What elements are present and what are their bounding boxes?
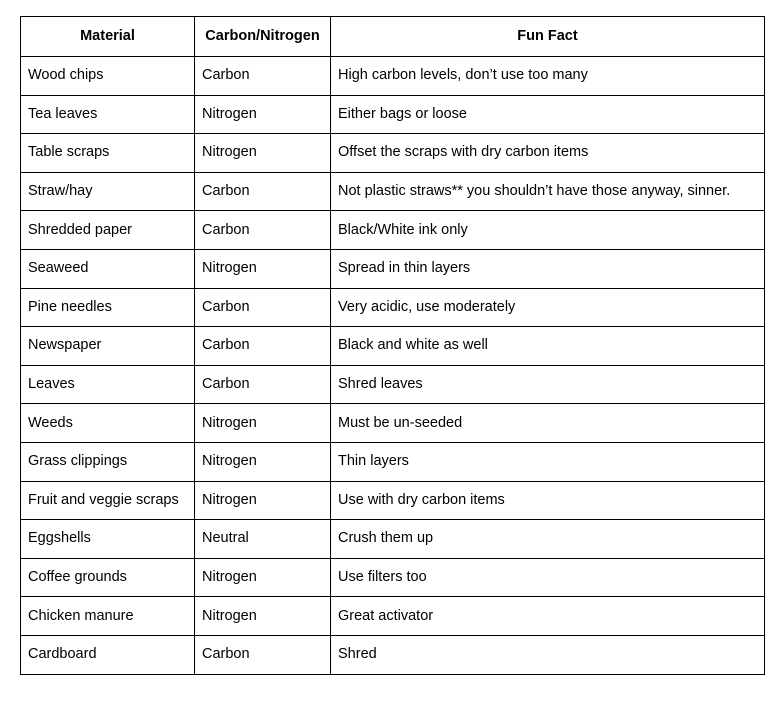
cell-fun-fact: Use with dry carbon items (331, 481, 765, 520)
cell-material: Shredded paper (21, 211, 195, 250)
table-row (21, 404, 765, 443)
cell-carbon-nitrogen: Nitrogen (195, 134, 331, 173)
cell-fun-fact: Black and white as well (331, 327, 765, 366)
compost-materials-table-container (20, 16, 765, 675)
cell-carbon-nitrogen: Nitrogen (195, 481, 331, 520)
cell-carbon-nitrogen: Nitrogen (195, 442, 331, 481)
cell-fun-fact: Either bags or loose (331, 95, 765, 134)
table-row (21, 597, 765, 636)
table-row (21, 365, 765, 404)
cell-material: Wood chips (21, 57, 195, 96)
cell-carbon-nitrogen: Carbon (195, 57, 331, 96)
cell-fun-fact: Very acidic, use moderately (331, 288, 765, 327)
cell-material: Weeds (21, 404, 195, 443)
header-material: Material (21, 17, 195, 57)
cell-fun-fact: Crush them up (331, 520, 765, 559)
cell-carbon-nitrogen: Carbon (195, 288, 331, 327)
cell-fun-fact: Black/White ink only (331, 211, 765, 250)
table-row (21, 172, 765, 211)
cell-fun-fact: Spread in thin layers (331, 249, 765, 288)
cell-material: Seaweed (21, 249, 195, 288)
table-row (21, 211, 765, 250)
table-row (21, 327, 765, 366)
table-row (21, 635, 765, 674)
cell-material: Leaves (21, 365, 195, 404)
cell-fun-fact: Shred leaves (331, 365, 765, 404)
cell-carbon-nitrogen: Carbon (195, 327, 331, 366)
table-header-row (21, 17, 765, 57)
cell-material: Coffee grounds (21, 558, 195, 597)
cell-fun-fact: High carbon levels, don’t use too many (331, 57, 765, 96)
cell-carbon-nitrogen: Neutral (195, 520, 331, 559)
cell-fun-fact: Great activator (331, 597, 765, 636)
table-row (21, 520, 765, 559)
cell-fun-fact: Must be un-seeded (331, 404, 765, 443)
cell-carbon-nitrogen: Carbon (195, 172, 331, 211)
table-row (21, 481, 765, 520)
cell-material: Grass clippings (21, 442, 195, 481)
cell-fun-fact: Not plastic straws** you shouldn’t have those anyway, sinner. (331, 172, 765, 211)
cell-fun-fact: Use filters too (331, 558, 765, 597)
cell-material: Eggshells (21, 520, 195, 559)
header-fun-fact: Fun Fact (331, 17, 765, 57)
cell-carbon-nitrogen: Carbon (195, 211, 331, 250)
cell-carbon-nitrogen: Nitrogen (195, 597, 331, 636)
cell-carbon-nitrogen: Nitrogen (195, 95, 331, 134)
header-carbon-nitrogen: Carbon/Nitrogen (195, 17, 331, 57)
cell-fun-fact: Shred (331, 635, 765, 674)
cell-carbon-nitrogen: Nitrogen (195, 558, 331, 597)
cell-material: Tea leaves (21, 95, 195, 134)
table-row (21, 288, 765, 327)
table-row (21, 558, 765, 597)
cell-material: Straw/hay (21, 172, 195, 211)
cell-carbon-nitrogen: Carbon (195, 635, 331, 674)
cell-carbon-nitrogen: Nitrogen (195, 249, 331, 288)
cell-fun-fact: Thin layers (331, 442, 765, 481)
compost-materials-table (20, 16, 765, 675)
cell-carbon-nitrogen: Carbon (195, 365, 331, 404)
cell-fun-fact: Offset the scraps with dry carbon items (331, 134, 765, 173)
table-row (21, 95, 765, 134)
cell-material: Pine needles (21, 288, 195, 327)
table-row (21, 249, 765, 288)
table-row (21, 442, 765, 481)
table-row (21, 57, 765, 96)
cell-material: Chicken manure (21, 597, 195, 636)
cell-material: Cardboard (21, 635, 195, 674)
cell-material: Table scraps (21, 134, 195, 173)
table-row (21, 134, 765, 173)
cell-carbon-nitrogen: Nitrogen (195, 404, 331, 443)
cell-material: Newspaper (21, 327, 195, 366)
cell-material: Fruit and veggie scraps (21, 481, 195, 520)
